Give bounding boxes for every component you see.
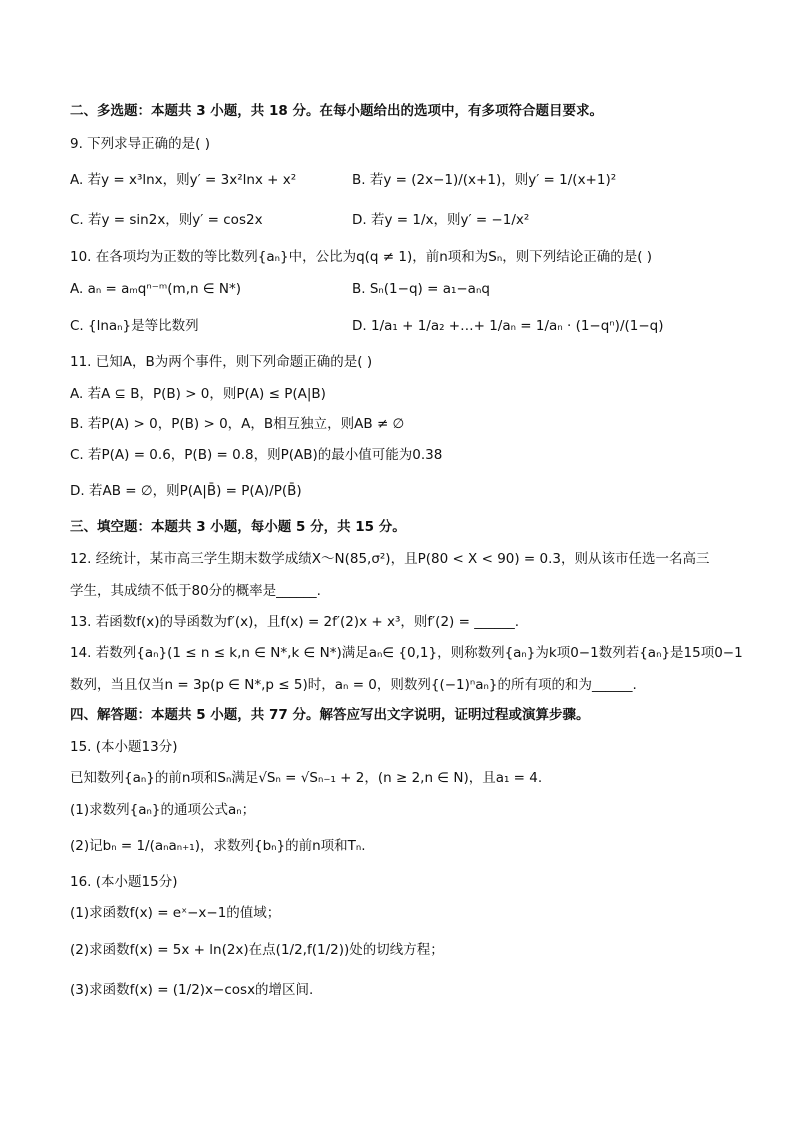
q11-option-a: A. 若A ⊆ B，P(B) > 0，则P(A) ≤ P(A|B) (70, 386, 326, 402)
q11-option-d: D. 若AB = ∅，则P(A|B̄) = P(A)/P(B̄) (70, 483, 302, 499)
q9-option-a: A. 若y = x³lnx，则y′ = 3x²lnx + x² (70, 172, 297, 188)
q15-title: 15. (本小题13分) (70, 739, 178, 755)
q10-option-d: D. 1/a₁ + 1/a₂ +…+ 1/aₙ = 1/aₙ · (1−qⁿ)/(1−q) (352, 318, 664, 334)
q16-part1: (1)求函数f(x) = eˣ−x−1的值域； (70, 905, 281, 921)
section3-header: 三、填空题：本题共 3 小题，每小题 5 分，共 15 分。 (70, 519, 406, 535)
q10-option-c: C. {lnaₙ}是等比数列 (70, 318, 199, 334)
section2-header: 二、多选题：本题共 3 小题，共 18 分。在每小题给出的选项中，有多项符合题目要求。 (70, 103, 603, 119)
q9-option-b: B. 若y = (2x−1)/(x+1)，则y′ = 1/(x+1)² (352, 172, 617, 188)
q16-part2: (2)求函数f(x) = 5x + ln(2x)在点(1/2,f(1/2))处的切线方程； (70, 942, 444, 958)
q15-part1: (1)求数列{aₙ}的通项公式aₙ； (70, 802, 256, 818)
q14-line1: 14. 若数列{aₙ}(1 ≤ n ≤ k,n ∈ N*,k ∈ N*)满足aₙ∈ {0,1}，则称数列{aₙ}为k项0−1数列若{aₙ}是15项0−1 (70, 645, 743, 661)
q16-title: 16. (本小题15分) (70, 874, 178, 890)
q15-part2: (2)记bₙ = 1/(aₙaₙ₊₁)，求数列{bₙ}的前n项和Tₙ. (70, 838, 366, 854)
q13-line1: 13. 若函数f(x)的导函数为f′(x)，且f(x) = 2f′(2)x + x³，则f′(2) = ______. (70, 614, 519, 630)
q16-part3: (3)求函数f(x) = (1/2)x−cosx的增区间. (70, 982, 314, 998)
q11-stem: 11. 已知A，B为两个事件，则下列命题正确的是( ) (70, 354, 373, 370)
q12-line2: 学生，其成绩不低于80分的概率是______. (70, 583, 321, 599)
q9-option-c: C. 若y = sin2x，则y′ = cos2x (70, 212, 263, 228)
q12-line1: 12. 经统计，某市高三学生期末数学成绩X～N(85,σ²)，且P(80 < X < 90) = 0.3，则从该市任选一名高三 (70, 551, 710, 567)
q10-stem: 10. 在各项均为正数的等比数列{aₙ}中，公比为q(q ≠ 1)，前n项和为Sₙ，则下列结论正确的是( ) (70, 249, 653, 265)
q10-option-a: A. aₙ = aₘqⁿ⁻ᵐ(m,n ∈ N*) (70, 281, 242, 297)
section4-header: 四、解答题：本题共 5 小题，共 77 分。解答应写出文字说明，证明过程或演算步骤。 (70, 707, 590, 723)
q10-option-b: B. Sₙ(1−q) = a₁−aₙq (352, 281, 490, 297)
q11-option-c: C. 若P(A) = 0.6，P(B) = 0.8，则P(AB)的最小值可能为0.38 (70, 447, 443, 463)
q15-stem: 已知数列{aₙ}的前n项和Sₙ满足√Sₙ = √Sₙ₋₁ + 2，(n ≥ 2,n ∈ N)，且a₁ = 4. (70, 770, 543, 786)
q9-stem: 9. 下列求导正确的是( ) (70, 136, 210, 152)
q11-option-b: B. 若P(A) > 0，P(B) > 0，A，B相互独立，则AB ≠ ∅ (70, 416, 405, 432)
q14-line2: 数列，当且仅当n = 3p(p ∈ N*,p ≤ 5)时，aₙ = 0，则数列{(−1)ⁿaₙ}的所有项的和为______. (70, 677, 637, 693)
q9-option-d: D. 若y = 1/x，则y′ = −1/x² (352, 212, 530, 228)
